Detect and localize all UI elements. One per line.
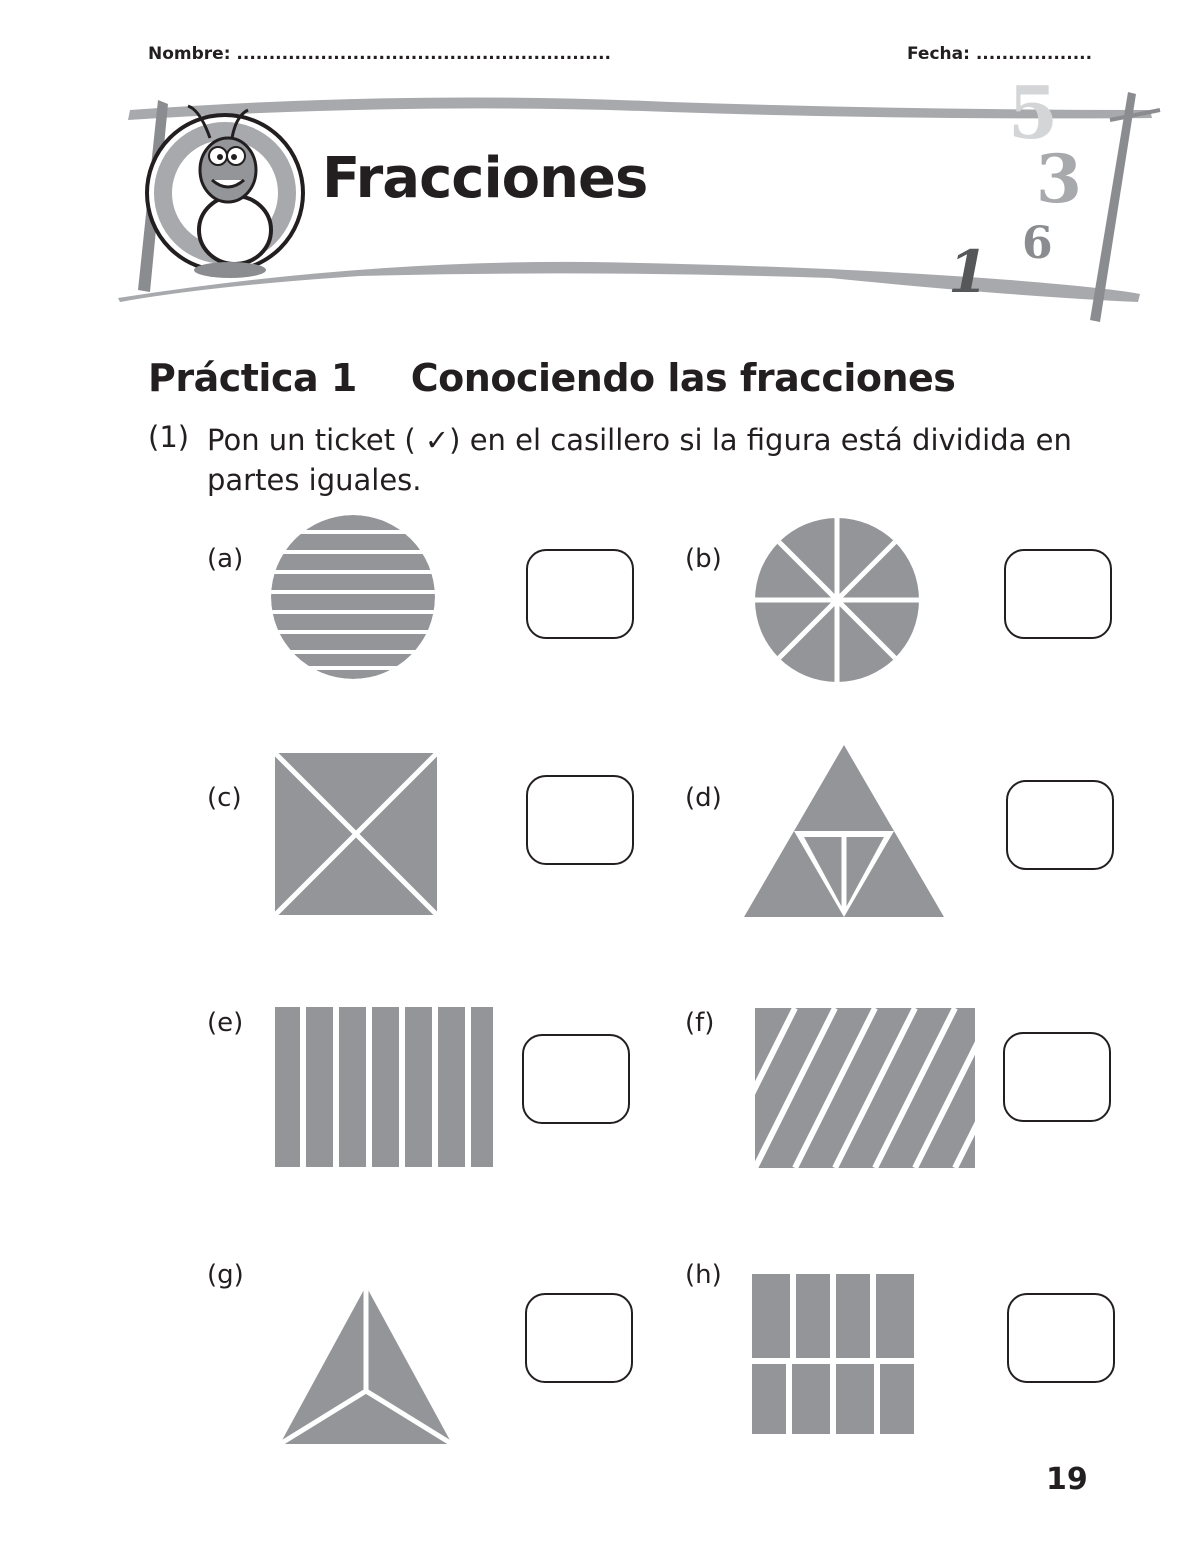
rectangle-grid-figure — [752, 1274, 914, 1434]
item-label: (e) — [207, 1008, 244, 1038]
circle-eight-sectors-figure — [755, 518, 919, 682]
practice-topic: Conociendo las fracciones — [410, 356, 956, 400]
item-label: (b) — [685, 544, 722, 574]
item-label: (c) — [207, 783, 242, 813]
answer-box-e[interactable] — [522, 1034, 630, 1124]
item-label: (f) — [685, 1008, 715, 1038]
answer-box-c[interactable] — [526, 775, 634, 865]
decor-number: 5 — [1008, 70, 1059, 155]
rectangle-diagonal-strips-figure — [755, 1008, 975, 1168]
answer-box-b[interactable] — [1004, 549, 1112, 639]
square-diagonals-figure — [275, 753, 437, 915]
date-field-label: Fecha: .................. — [907, 44, 1093, 64]
rectangle-vertical-strips-figure — [275, 1007, 493, 1167]
question-number: (1) — [148, 420, 190, 454]
item-label: (g) — [207, 1260, 244, 1290]
name-field-label: Nombre: .......................................................... — [148, 44, 611, 64]
page-number: 19 — [1046, 1462, 1088, 1497]
decor-number: 6 — [1022, 218, 1053, 269]
answer-box-h[interactable] — [1007, 1293, 1115, 1383]
circle-horizontal-stripes-figure — [270, 514, 436, 680]
answer-box-f[interactable] — [1003, 1032, 1111, 1122]
worksheet-title: Fracciones — [322, 146, 648, 211]
answer-box-d[interactable] — [1006, 780, 1114, 870]
decor-number: 3 — [1036, 140, 1082, 218]
answer-box-a[interactable] — [526, 549, 634, 639]
mascot-icon — [140, 98, 315, 278]
question-text: Pon un ticket ( ✓) en el casillero si la figura está dividida en partes iguales. — [207, 423, 1072, 497]
practice-number: Práctica 1 — [148, 356, 357, 400]
answer-box-g[interactable] — [525, 1293, 633, 1383]
item-label: (a) — [207, 544, 244, 574]
triangle-three-parts-figure — [280, 1286, 452, 1444]
item-label: (h) — [685, 1260, 722, 1290]
decor-number: 1 — [948, 238, 989, 306]
triangle-subdivided-figure — [744, 745, 944, 917]
section-heading — [148, 356, 955, 400]
item-label: (d) — [685, 783, 722, 813]
